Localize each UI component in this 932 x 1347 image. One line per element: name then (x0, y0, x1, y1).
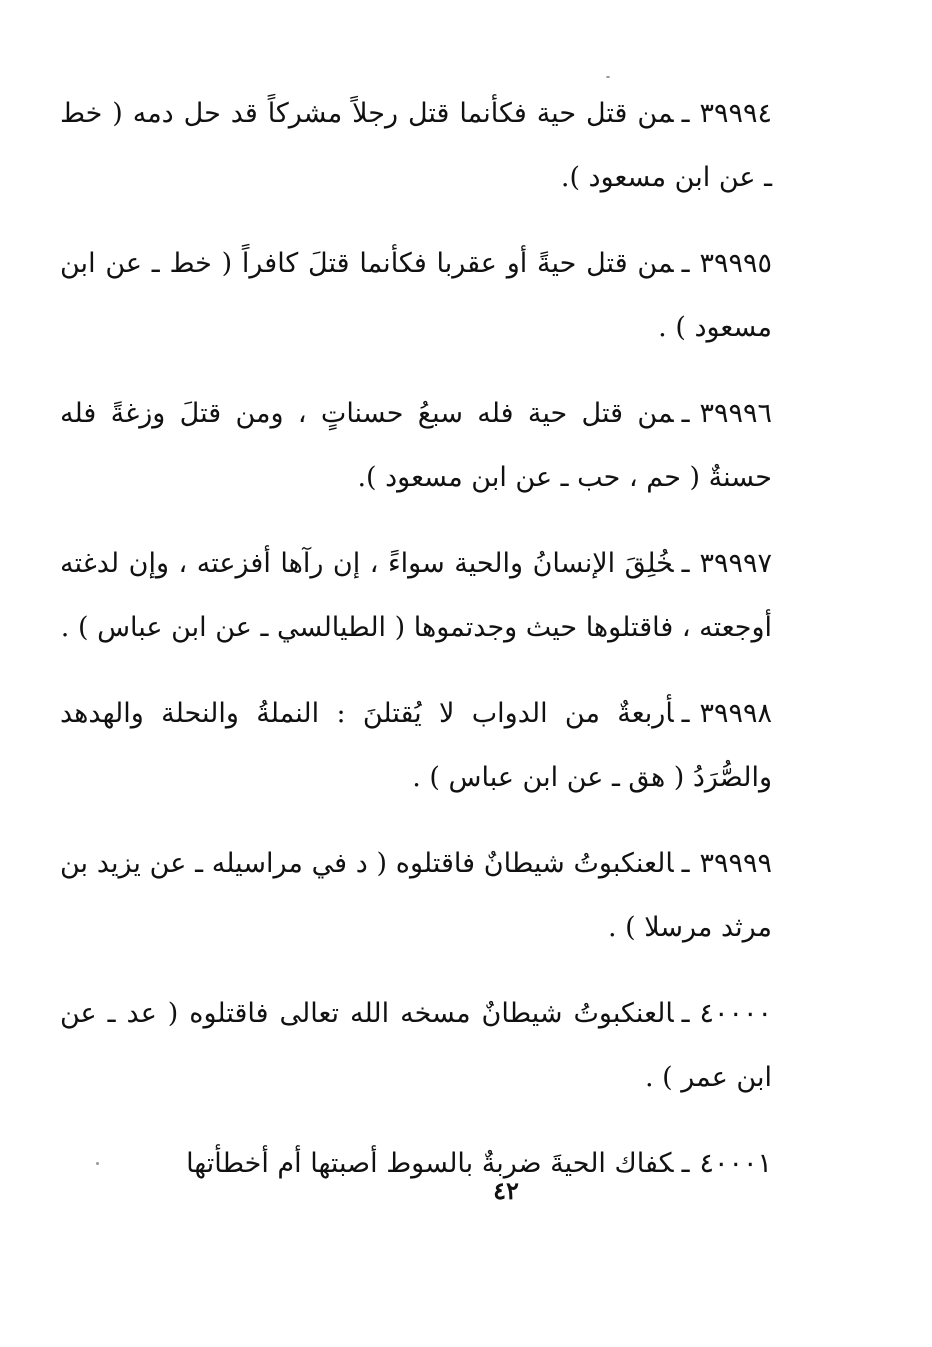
hadith-text: من قتل حية فله سبعُ حسناتٍ ، ومن قتلَ وزغةً فله حسنةٌ ( حم ، حب ـ عن ابن مسعود ). (60, 398, 772, 493)
separator-dash: ـ (681, 398, 690, 429)
separator-dash: ـ (681, 1148, 690, 1179)
hadith-entry (60, 382, 772, 510)
hadith-entry (60, 532, 772, 660)
hadith-number: ٤٠٠٠١ (699, 1148, 772, 1179)
hadith-text: أربعةٌ من الدواب لا يُقتلنَ : النملةُ والنحلة والهدهد والصُّرَدُ ( هق ـ عن ابن عباس ) . (60, 698, 772, 793)
hadith-number: ٣٩٩٩٨ (699, 698, 772, 729)
separator-dash: ـ (681, 848, 690, 879)
hadith-text: العنكبوتُ شيطانٌ مسخه الله تعالى فاقتلوه ( عد ـ عن ابن عمر ) . (60, 998, 772, 1093)
hadith-entry (60, 682, 772, 810)
hadith-number: ٣٩٩٩٧ (699, 548, 772, 579)
hadith-text: خُلِقَ الإنسانُ والحية سواءً ، إن رآها أفزعته ، وإن لدغته أوجعته ، فاقتلوها حيث وجدتموها ( الطيالسي ـ عن ابن عباس ) . (60, 548, 772, 643)
hadith-entry (60, 982, 772, 1110)
separator-dash: ـ (681, 98, 690, 129)
separator-dash: ـ (681, 998, 690, 1029)
hadith-number: ٣٩٩٩٥ (699, 248, 772, 279)
scan-speck (96, 1162, 99, 1165)
hadith-entry (60, 832, 772, 960)
hadith-number: ٣٩٩٩٤ (699, 98, 772, 129)
hadith-number: ٣٩٩٩٦ (699, 398, 772, 429)
separator-dash: ـ (681, 548, 690, 579)
page-number: ٤٢ (493, 1176, 519, 1205)
hadith-list (60, 82, 772, 1218)
scan-speck (606, 76, 610, 78)
separator-dash: ـ (681, 698, 690, 729)
hadith-text: من قتل حيةً أو عقربا فكأنما قتلَ كافراً ( خط ـ عن ابن مسعود ) . (60, 248, 772, 343)
hadith-text: العنكبوتُ شيطانٌ فاقتلوه ( د في مراسيله ـ عن يزيد بن مرثد مرسلا ) . (60, 848, 772, 943)
hadith-text: من قتل حية فكأنما قتل رجلاً مشركاً قد حل دمه ( خط ـ عن ابن مسعود ). (60, 98, 772, 193)
separator-dash: ـ (681, 248, 690, 279)
hadith-entry (60, 82, 772, 210)
hadith-entry (60, 232, 772, 360)
hadith-number: ٣٩٩٩٩ (699, 848, 772, 879)
hadith-number: ٤٠٠٠٠ (699, 998, 772, 1029)
hadith-text: كفاك الحيةَ ضربةٌ بالسوط أصبتها أم أخطأتها (186, 1148, 674, 1179)
